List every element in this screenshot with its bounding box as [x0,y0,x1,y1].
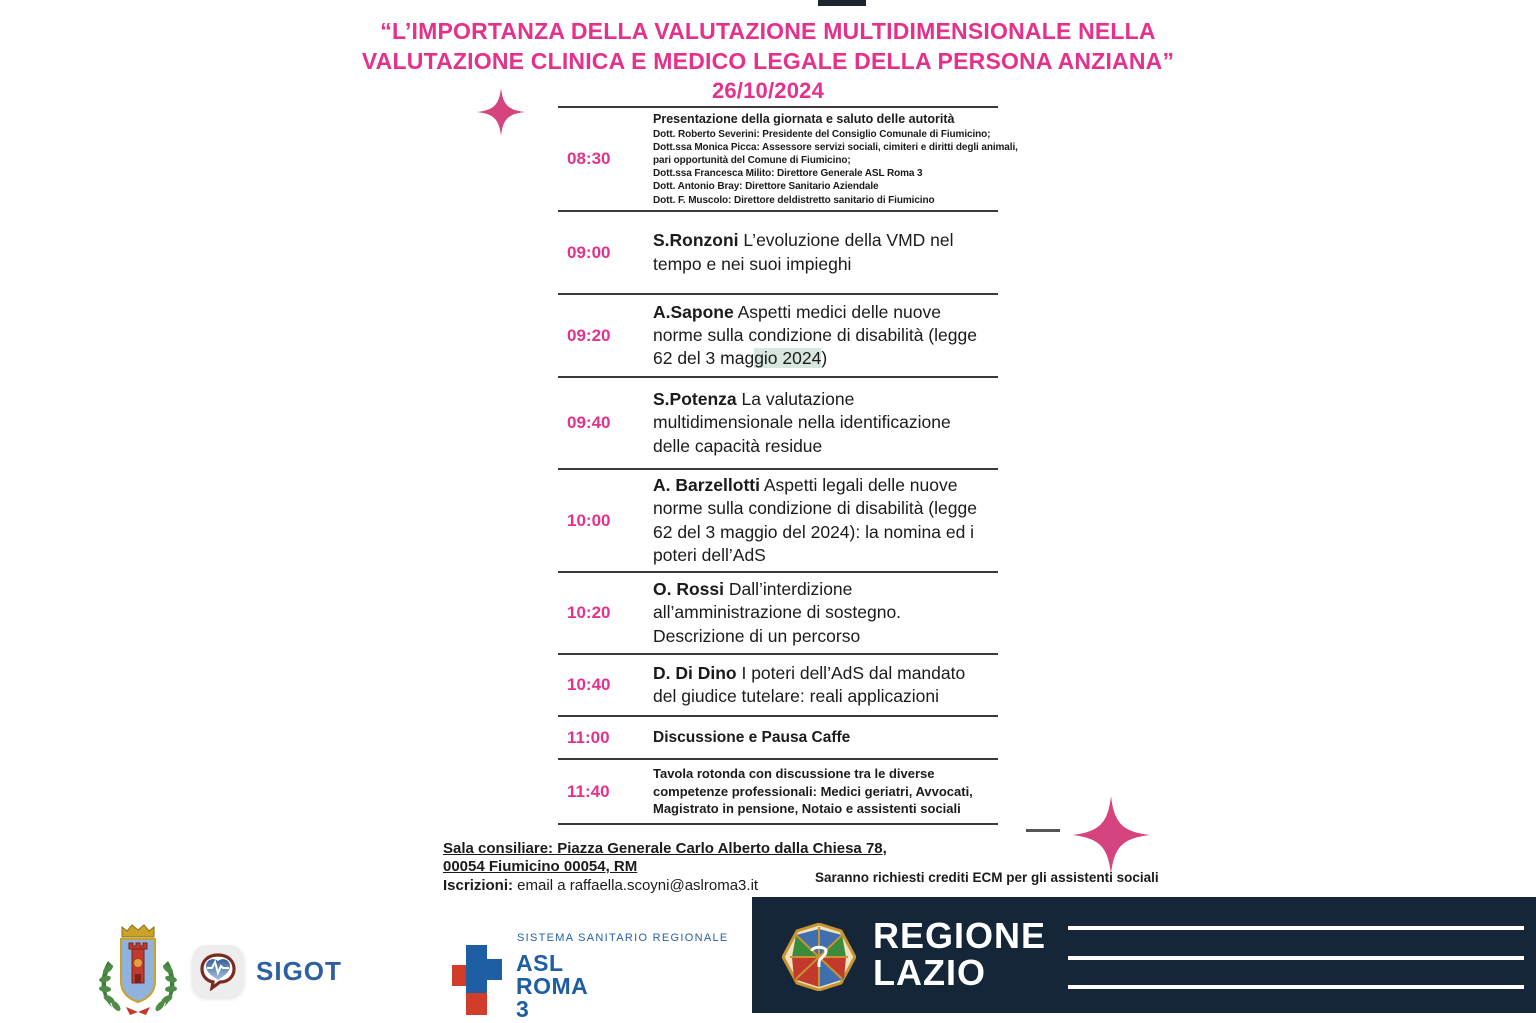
speaker-name: O. Rossi [653,579,724,600]
time-label: 11:00 [567,727,610,747]
lazio-line: LAZIO [873,952,986,993]
ecm-credits-note: Saranno richiesti crediti ECM per gli assistenti sociali [815,870,1159,885]
schedule-row-0920 [558,293,998,376]
schedule-row-1100 [558,715,998,758]
speaker-name: A. Barzellotti [653,474,760,495]
asl-name-line-2: ROMA 3 [516,973,588,1022]
time-label: 09:20 [567,325,611,345]
title-line-2: VALUTAZIONE CLINICA E MEDICO LEGALE DELLA PERSONA ANZIANA” [361,48,1175,74]
talk-text: Dall’interdizione all’amministrazione di sostegno. Descrizione di un percorso [653,579,902,646]
session-title: Tavola rotonda con discussione tra le diverse competenze professionali: Medici geriatri, Avvocati, Magistrato in pensione, Notaio e assistenti sociali [653,765,973,817]
speaker-line: Dott.ssa Monica Picca: Assessore servizi sociali, cimiteri e diritti degli animali, [653,141,1018,153]
cropped-top-element [818,0,866,6]
session-title: Presentazione della giornata e saluto delle autorità [653,112,955,127]
time-label: 11:40 [567,781,610,801]
sparkle-star-icon [1072,794,1150,876]
decorative-dash [1026,829,1060,832]
time-label: 09:00 [567,242,611,262]
venue-address-line-1: Sala consiliare: Piazza Generale Carlo Alberto dalla Chiesa 78, [443,840,887,857]
asl-system-label: SISTEMA SANITARIO REGIONALE [517,932,729,944]
sigot-logo [192,945,342,997]
asl-name-line-1: ASL [516,950,564,976]
talk-text: ) [821,348,828,369]
talk-text: L’evoluzione della VMD nel tempo e nei suoi impieghi [653,230,954,274]
time-label: 09:40 [567,413,611,432]
venue-info [443,840,887,895]
regione-line: REGIONE [873,915,1047,956]
registration-email: email a raffaella.scoyni@aslroma3.it [513,877,759,894]
time-label: 08:30 [567,149,611,168]
asl-cross-icon [452,945,502,1015]
session-title [653,662,983,709]
talk-text: I poteri dell’AdS dal mandato del giudice tutelare: reali applicazioni [653,662,966,706]
speaker-line: Dott. Roberto Severini: Presidente del Consiglio Comunale di Fiumicino; [653,128,991,140]
banner-rule-line [1068,926,1524,930]
sparkle-star-icon [477,83,525,141]
session-title [653,578,983,648]
venue-address-line-2: 00054 Fiumicino 00054, RM [443,858,638,875]
title-line-1: “L’IMPORTANZA DELLA VALUTAZIONE MULTIDIMENSIONALE NELLA [380,18,1156,44]
asl-name [516,952,587,1021]
schedule-row-1000 [558,468,998,571]
highlighted-text: gio 2024 [754,348,822,369]
schedule-row-0940 [558,376,998,468]
schedule-row-1040 [558,653,998,715]
time-label: 10:20 [567,603,611,622]
speaker-name: S.Potenza [653,389,737,410]
schedule-row-0900 [558,210,998,293]
speaker-line: pari opportunità del Comune di Fiumicino; [653,154,851,166]
session-title [653,388,983,458]
speaker-line: Dott.ssa Francesca Milito: Direttore Generale ASL Roma 3 [653,168,923,180]
time-label: 10:40 [567,675,611,694]
regione-lazio-banner [752,897,1536,1013]
talk-text: Aspetti legali delle nuove norme sulla condizione di disabilità (legge 62 del 3 maggio del 2024): la nomina ed i poteri dell’AdS [653,474,977,565]
sigot-wordmark: SIGOT [256,955,342,986]
speaker-line: Dott. Antonio Bray: Direttore Sanitario Aziendale [653,181,879,193]
schedule-row-1140 [558,758,998,825]
event-title [0,16,1536,106]
sigot-icon [192,945,244,997]
regione-lazio-wordmark [873,917,1046,991]
speaker-name: S.Ronzoni [653,230,739,251]
session-title [653,301,983,371]
schedule-row-0830 [558,106,1018,210]
talk-text: La valutazione multidimensionale nella identificazione delle capacità residue [653,389,951,456]
speaker-name: A.Sapone [653,301,734,322]
session-title [653,229,983,276]
regione-lazio-crest-icon [782,923,856,991]
session-title: Discussione e Pausa Caffe [653,728,851,746]
speaker-line: Dott. F. Muscolo: Direttore deldistretto sanitario di Fiumicino [653,194,935,206]
talk-text: Aspetti medici delle nuove norme sulla condizione di disabilità (legge 62 del 3 mag [653,301,977,369]
session-title [653,474,983,567]
event-date: 26/10/2024 [711,78,825,103]
speaker-name: D. Di Dino [653,662,737,683]
schedule-row-1020 [558,571,998,653]
registration-label: Iscrizioni: [443,877,514,894]
program-schedule [558,106,1018,825]
time-label: 10:00 [567,510,611,530]
fiumicino-crest-icon [96,919,180,1017]
banner-rule-line [1068,956,1524,960]
banner-rule-line [1068,985,1524,989]
